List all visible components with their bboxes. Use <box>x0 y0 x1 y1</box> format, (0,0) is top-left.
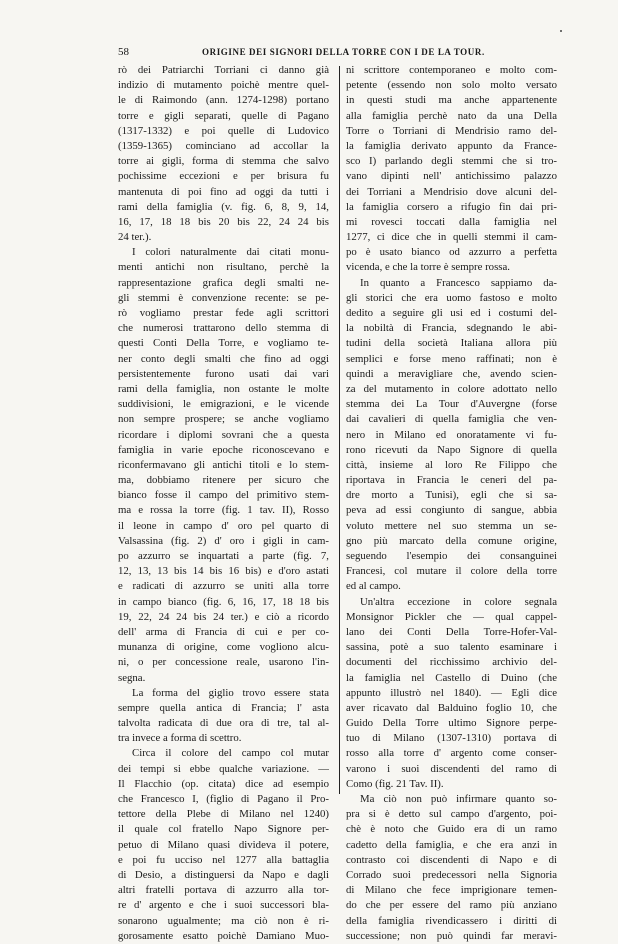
text-line: documenti del ricchissimo archivio del- <box>346 656 557 669</box>
text-line: In quanto a Francesco sappiamo da- <box>360 276 557 289</box>
text-line: Ma ciò non può infirmare quanto so- <box>360 793 557 805</box>
page-header <box>118 45 506 59</box>
text-line: lano dei Conti Della Torre-Hofer-Val- <box>346 625 557 638</box>
text-line: la famiglia nel Castello di Duino (che <box>346 671 557 684</box>
text-line: sempre quella antica di Francia; l' asta <box>118 701 329 714</box>
text-line: do che per essere del ramo più anziano <box>346 899 557 912</box>
text-line: Un'altra eccezione in colore segnala <box>360 595 557 608</box>
text-line: dell' arma di Francia di cui e per co- <box>118 625 329 638</box>
text-line: (1359-1365) cominciano ad accollar la <box>118 139 329 152</box>
text-line: rono ricevuti da Napo Signore di quella <box>346 443 557 456</box>
text-line: petente (essendo non solo molto versato <box>346 79 557 92</box>
text-line: gli storici che era uomo fastoso e molto <box>346 291 557 304</box>
running-title: ORIGINE DEI SIGNORI DELLA TORRE CON I DE LA TOUR. <box>202 47 485 57</box>
text-line: voluto mettere nel suo stemma un se- <box>346 519 557 532</box>
text-line: mantenuta di poi fino ad oggi da tutti i <box>118 185 329 198</box>
text-line: che numerosi trattarono dello stemma di <box>118 322 329 335</box>
text-line: dei tempi si ebbe qualche variazione. — <box>118 762 329 775</box>
text-line: e radicati di azzurro se uniti alla torre <box>118 580 329 593</box>
text-line: pochissime eccezioni e per brisura fu <box>118 170 329 183</box>
text-line: tettore della Plebe di Milano nel 1240) <box>118 808 329 821</box>
text-line: 19, 22, 24 24 bis 24 ter.) e ciò a ricordo <box>118 610 329 623</box>
text-line: Valsassina (fig. 2) d' oro i gigli in cam- <box>118 534 329 547</box>
text-line: 12, 13, 13 bis 14 bis 16 bis) e d'oro astati <box>118 565 329 578</box>
text-line: persistentemente furono usati dai vari <box>118 367 329 380</box>
text-line: questi Conti Della Torre, e vogliamo te- <box>118 337 329 350</box>
text-line: Francesi, col mutare il colore della torre <box>346 565 557 578</box>
text-line: la nobiltà di Francia, sdegnando le abi- <box>346 322 557 335</box>
text-line: bianco fosse il campo del primitivo stem- <box>118 489 329 502</box>
text-line: Il Flacchio (op. citata) dice ad esempio <box>118 777 329 790</box>
text-line: rappresentazione grafica degli smalti ne- <box>118 276 329 289</box>
text-line: Torre o Torriani di Mendrisio ramo del- <box>346 124 557 137</box>
text-line: della famiglia rivendicassero i diritti di <box>346 914 557 927</box>
text-line: peva ad essi congiunto di sangue, abbia <box>346 504 557 517</box>
text-line: 1277, ci dice che in quelli stemmi il cam- <box>346 231 557 244</box>
text-line: appunto illustrò nel 1840). — Egli dice <box>346 686 557 699</box>
text-line: varono i suoi discendenti del ramo di <box>346 762 557 775</box>
text-line: Monsignor Pickler che — qual cappel- <box>346 610 557 623</box>
text-line: la famiglia corsero a rifugio fin dai pri- <box>346 200 557 213</box>
text-line: Circa il colore del campo col mutar <box>132 747 329 760</box>
text-line: in campo bianco (fig. 6, 16, 17, 18 18 bis <box>118 595 329 608</box>
text-line: sonarono ugualmente; ma ciò non è ri- <box>118 914 329 927</box>
text-line: tra invece a forma di scettro. <box>118 732 242 745</box>
text-line: za del mutamento in colore adottato nello <box>346 382 557 395</box>
text-line: gli stemmi è convenzione recente: se pe- <box>118 291 329 304</box>
text-line: di Desio, a distinguersi da Napo e dagli <box>118 868 329 881</box>
text-line: 24 ter.). <box>118 231 152 244</box>
text-line: pra si è detto sul campo d'argento, poi- <box>346 808 557 821</box>
text-line: riconfermavano gli antichi titoli e lo stem- <box>118 458 329 471</box>
text-line: talvolta radicata di due ora di tre, tal al- <box>118 717 329 730</box>
text-line: rami della famiglia (v. fig. 6, 8, 9, 14, <box>118 200 329 213</box>
text-line: dedito a seguire gli usi ed i costumi del- <box>346 307 557 319</box>
text-line: I colori naturalmente dai citati monu- <box>132 246 329 259</box>
text-line: rò vogliamo prestar fede agli scrittori <box>118 307 329 319</box>
text-line: le di Raimondo (ann. 1274-1298) portano <box>118 94 329 107</box>
text-line: ner conto degli smalti che fino ad oggi <box>118 352 329 365</box>
text-line: rò dei Patriarchi Torriani ci danno già <box>118 64 329 76</box>
text-line: suddivisioni, le emigrazioni, e le vicende <box>118 398 329 411</box>
text-line: Guido Della Torre ultimo Signore perpe- <box>346 717 557 730</box>
text-line: contrasto coi discendenti di Napo e di <box>346 853 557 866</box>
text-line: po è usato bianco od azzurro a perfetta <box>346 246 557 259</box>
text-line: torre e gigli separati, quelle di Pagano <box>118 109 329 122</box>
text-line: successione; non può quindi far meravi- <box>346 929 557 942</box>
text-line: alla famiglia perchè nato da una Della <box>346 109 557 122</box>
text-line: che Francesco I, (figlio di Pagano il Pro- <box>118 793 329 805</box>
text-line: rami della famiglia, non ostante le molte <box>118 382 329 395</box>
text-line: rosso alla torre d' argento come conser- <box>346 747 557 760</box>
text-line: il quale col fratello Napo Signore per- <box>118 823 329 836</box>
text-line: cadetto della famiglia, e che era anzi in <box>346 838 557 851</box>
text-line: ricordare i diplomi sovrani che a questa <box>118 428 329 441</box>
text-line: in questi studi ma anche appartenente <box>346 94 557 107</box>
text-line: famiglia in varie epoche riconoscevano e <box>118 443 329 456</box>
text-line: ni, o per concessione reale, usarono l'in- <box>118 656 329 669</box>
text-line: mi rovesci toccati dalla famiglia nel <box>346 215 557 228</box>
text-line: sco I) parlando degli stemmi che si tro- <box>346 155 557 168</box>
text-line: po azzurro se inquartati a parte (fig. 7, <box>118 550 329 562</box>
text-line: semplici e forse meno raffinati; non è <box>346 352 557 365</box>
text-line: aver ricavato dal Balduino foglio 10, che <box>346 701 557 714</box>
text-line: ma e rossa la torre (fig. 1 tav. II), Rosso <box>118 504 329 517</box>
text-line: ni scrittore contemporaneo e molto com- <box>346 64 557 76</box>
text-line: seguendo l'esempio dei consanguinei <box>346 550 557 562</box>
text-line: dre morto a Tunisi), egli che si sa- <box>346 489 557 502</box>
text-line: ma, dobbiamo ritenere per sicuro che <box>118 474 329 487</box>
text-line: Como (fig. 21 Tav. II). <box>346 777 444 790</box>
text-line: vano dipinti nell' antichissimo palazzo <box>346 170 557 183</box>
left-text-column <box>118 63 329 944</box>
text-line: La forma del giglio trovo essere stata <box>132 686 329 699</box>
text-line: città, insieme al loro Re Filippo che <box>346 458 557 471</box>
text-line: indizio di mutamento poichè mentre quel- <box>118 79 329 92</box>
text-line: segna. <box>118 671 146 684</box>
text-line: quindi a meravigliare che, avendo scien- <box>346 367 557 380</box>
text-line: torre ai gigli, forma di stemma che salvo <box>118 155 329 168</box>
text-line: tudini della società Italiana allora più <box>346 337 557 350</box>
column-divider <box>339 66 340 794</box>
text-line: stemma dei La Tour d'Auvergne (forse <box>346 398 557 411</box>
text-line: 16, 17, 18 18 bis 20 bis 22, 24 24 bis <box>118 215 329 228</box>
text-line: tuo di Milano (1307-1310) portava di <box>346 732 557 745</box>
text-line: non sempre prospere; se anche vogliamo <box>118 413 329 426</box>
text-line: menti antichi non risultano, perchè la <box>118 261 329 274</box>
text-line: dai cavalieri di quella famiglia che ven- <box>346 413 557 426</box>
text-line: chè è noto che Guido era di un ramo <box>346 823 557 836</box>
text-line: nero in Milano ed onoratamente vi fu- <box>346 428 557 441</box>
text-line: di Milano che fece imprigionare temen- <box>346 884 557 897</box>
text-line: sassina, potè a suo talento esaminare i <box>346 641 557 654</box>
text-line: e poi fu ucciso nel 1277 alla battaglia <box>118 853 329 866</box>
page-number: 58 <box>118 46 129 58</box>
text-line: la famiglia derivato appunto da France- <box>346 139 557 152</box>
text-line: munanza di origine, come vogliono alcu- <box>118 641 329 654</box>
text-line: gorosamente esatto poichè Damiano Muo- <box>118 929 329 942</box>
text-line: petuo di Milano quasi divideva il potere, <box>118 838 329 851</box>
text-line: dei Torriani a Mendrisio dove alcuni del- <box>346 185 557 198</box>
speck-mark <box>560 30 562 32</box>
text-line: riportava in Francia le ceneri del pa- <box>346 474 557 487</box>
text-line: Corrado suoi predecessori nella Signoria <box>346 868 557 881</box>
text-line: gno più marcato della comune origine, <box>346 534 557 547</box>
text-line: il leone in campo d' oro pel quarto di <box>118 519 329 532</box>
text-line: (1317-1332) e poi quelle di Ludovico <box>118 124 329 137</box>
text-line: altri fratelli portava di azzurro alla tor- <box>118 884 329 897</box>
right-text-column <box>346 63 557 944</box>
text-line: ed al campo. <box>346 580 401 593</box>
text-line: re d' argento e che i suoi successori bla- <box>118 899 329 912</box>
text-line: vicenda, e che la torre è sempre rossa. <box>346 261 510 274</box>
